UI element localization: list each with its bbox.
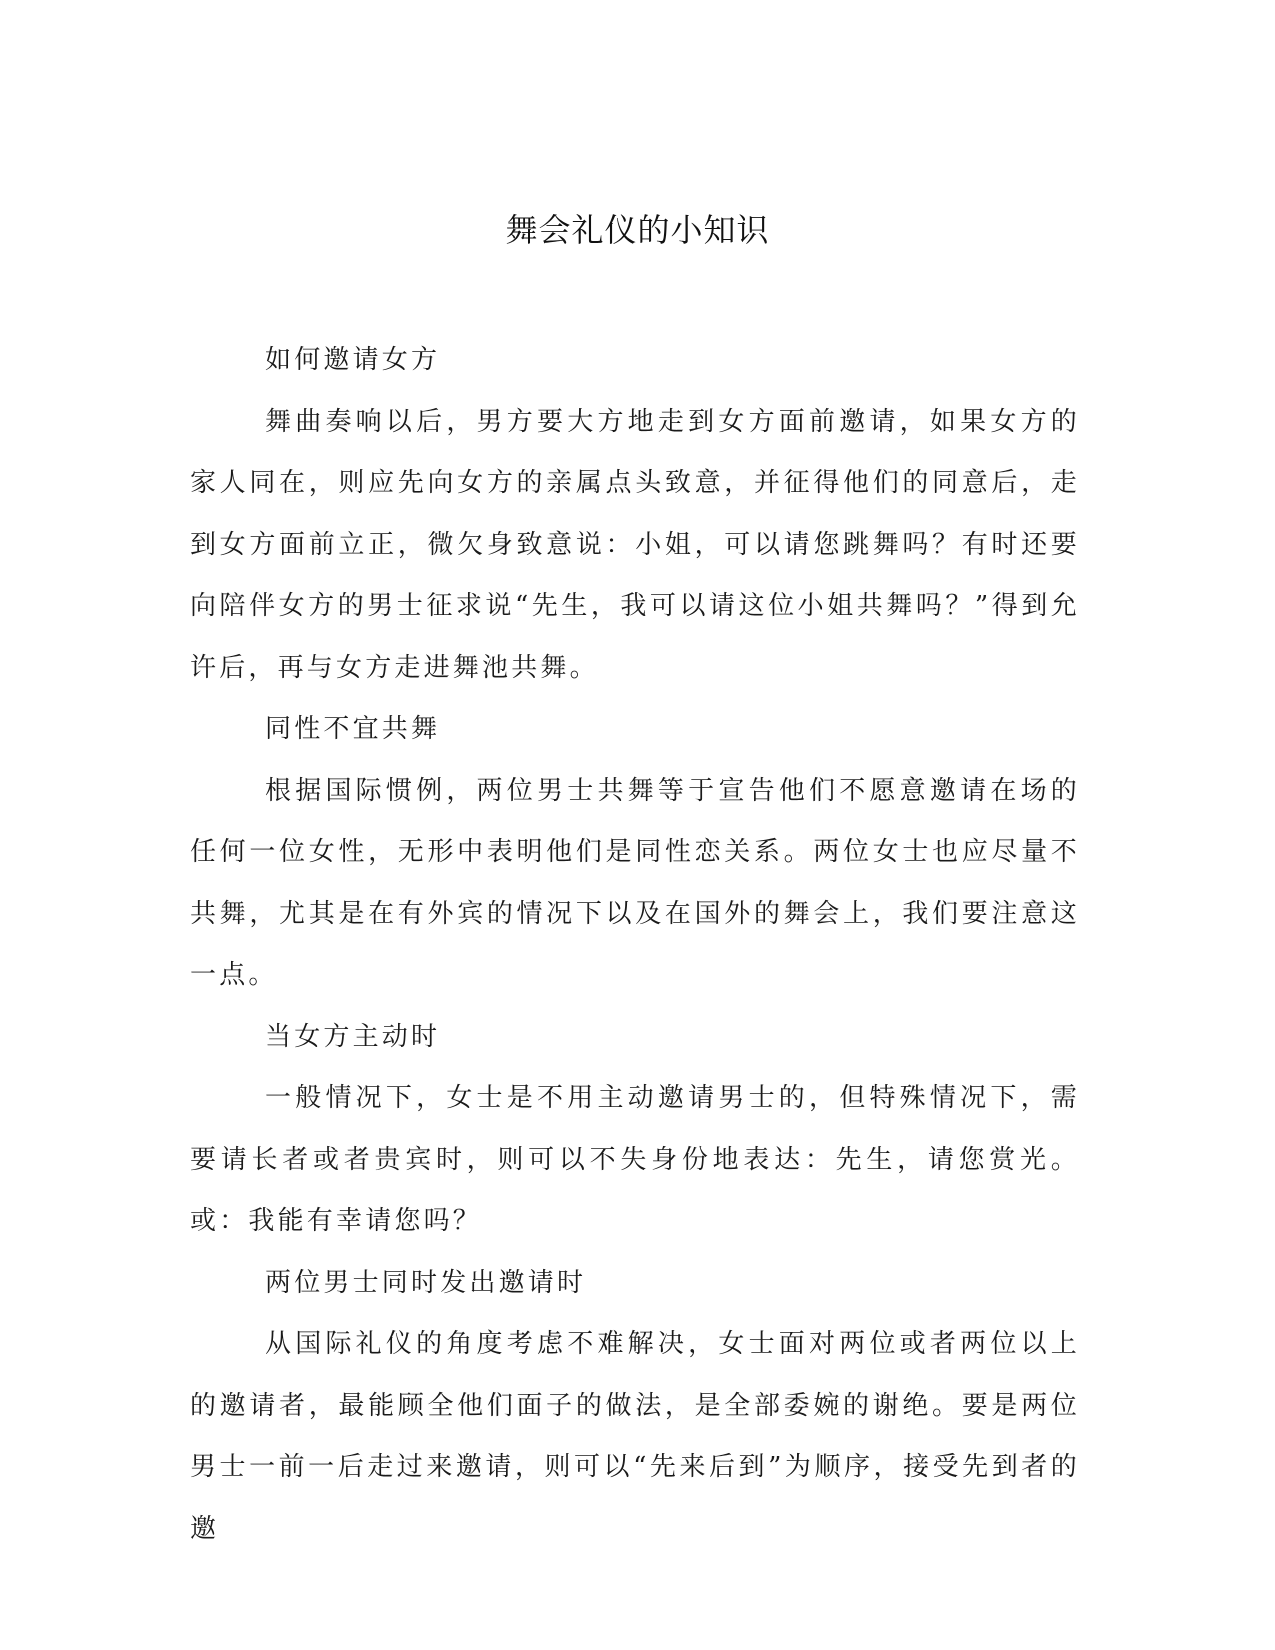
document-title: 舞会礼仪的小知识 [505, 211, 770, 249]
section-heading-invite: 如何邀请女方 [265, 345, 441, 375]
section-heading-two-men: 两位男士同时发出邀请时 [265, 1267, 587, 1298]
section-paragraph-invite: 舞曲奏响以后，男方要大方地走到女方面前邀请，如果女方的家人同在，则应先向女方的亲属点头致意，并征得他们的同意后，走到女方面前立正，微欠身致意说：小姐，可以请您跳舞吗？有时还要向陪伴女方的男士征求说“先生，我可以请这位小姐共舞吗？”得到允许后，再与女方走进舞池共舞。 [190, 406, 1080, 683]
document-body [190, 330, 1080, 1560]
section-heading-woman-initiative: 当女方主动时 [265, 1021, 441, 1052]
section-paragraph-two-men: 从国际礼仪的角度考虑不难解决，女士面对两位或者两位以上的邀请者，最能顾全他们面子的做法，是全部委婉的谢绝。要是两位男士一前一后走过来邀请，则可以“先来后到”为顺序，接受先到者的邀 [190, 1329, 1080, 1544]
section-heading-same-sex: 同性不宜共舞 [265, 714, 441, 744]
section-paragraph-same-sex: 根据国际惯例，两位男士共舞等于宣告他们不愿意邀请在场的任何一位女性，无形中表明他们是同性恋关系。两位女士也应尽量不共舞，尤其是在有外宾的情况下以及在国外的舞会上，我们要注意这一点。 [190, 775, 1080, 990]
section-paragraph-woman-initiative: 一般情况下，女士是不用主动邀请男士的，但特殊情况下，需要请长者或者贵宾时，则可以不失身份地表达：先生，请您赏光。或：我能有幸请您吗？ [190, 1083, 1080, 1236]
